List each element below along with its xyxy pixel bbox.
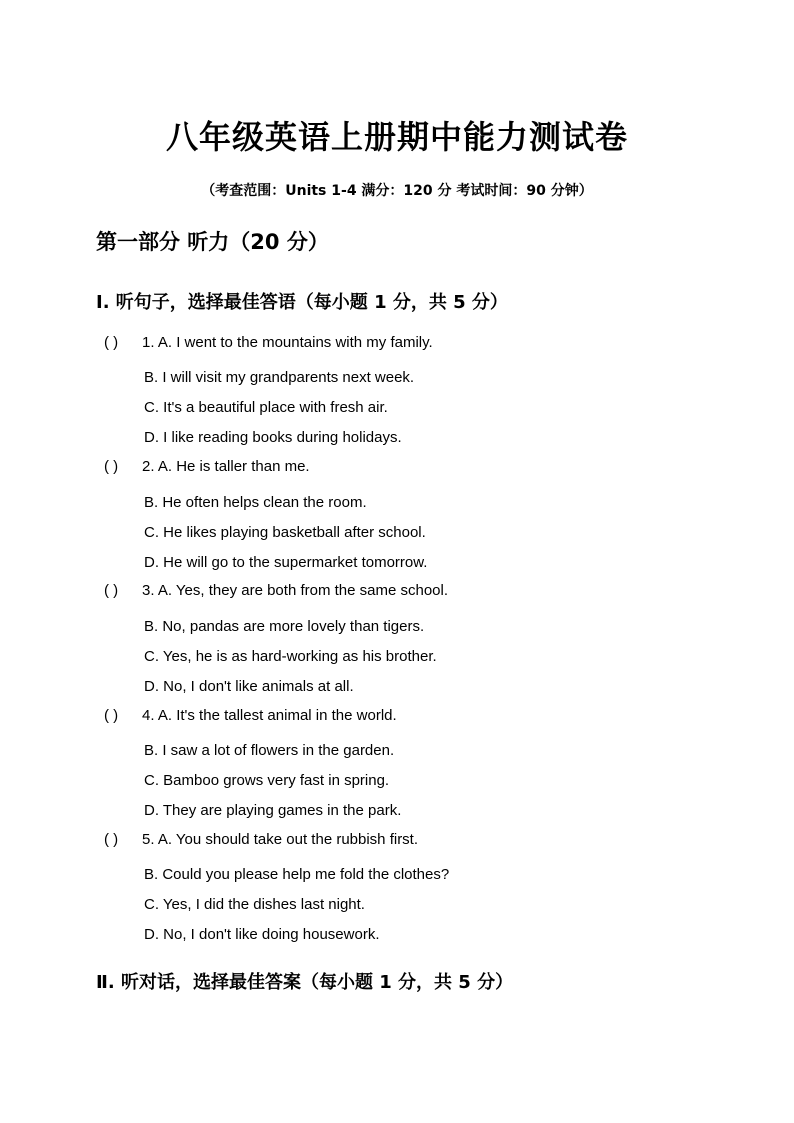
exam-subtitle: （考查范围：Units 1-4 满分：120 分 考试时间：90 分钟） [201,183,593,199]
question-option-b: B. Could you please help me fold the clothes? [144,866,450,883]
question-option-c: C. It's a beautiful place with fresh air. [144,399,388,416]
question-option-c: C. He likes playing basketball after school. [144,524,426,541]
answer-bracket: ( ) [104,458,119,475]
question-line [104,581,448,601]
question-option-c: C. Yes, he is as hard-working as his brother. [144,648,437,665]
question-option-d: D. No, I don't like animals at all. [144,678,354,695]
question-option-d: D. He will go to the supermarket tomorrow. [144,554,428,571]
question-option-a: 4. A. It's the tallest animal in the world. [142,707,397,724]
question-option-b: B. I saw a lot of flowers in the garden. [144,742,395,759]
part-one-heading: 第一部分 听力（20 分） [96,230,329,254]
section-two-heading: Ⅱ. 听对话，选择最佳答案（每小题 1 分，共 5 分） [96,972,514,993]
question-line [104,706,397,726]
question-option-d: D. They are playing games in the park. [144,802,402,819]
question-option-a: 5. A. You should take out the rubbish first. [142,831,419,848]
section-one-heading: Ⅰ. 听句子，选择最佳答语（每小题 1 分，共 5 分） [96,292,508,313]
question-line [104,333,433,353]
question-line [104,830,418,850]
question-option-c: C. Yes, I did the dishes last night. [144,896,365,913]
answer-bracket: ( ) [104,831,119,848]
question-option-b: B. He often helps clean the room. [144,494,367,511]
exam-title: 八年级英语上册期中能力测试卷 [165,118,628,156]
question-option-d: D. I like reading books during holidays. [144,429,402,446]
question-option-a: 3. A. Yes, they are both from the same school. [142,582,449,599]
question-option-b: B. I will visit my grandparents next week. [144,369,415,386]
answer-bracket: ( ) [104,334,119,351]
answer-bracket: ( ) [104,707,119,724]
question-option-b: B. No, pandas are more lovely than tigers. [144,618,425,635]
question-option-a: 2. A. He is taller than me. [142,458,310,475]
question-option-d: D. No, I don't like doing housework. [144,926,380,943]
question-option-a: 1. A. I went to the mountains with my family. [142,334,433,351]
question-line [104,457,310,477]
answer-bracket: ( ) [104,582,119,599]
question-option-c: C. Bamboo grows very fast in spring. [144,772,390,789]
